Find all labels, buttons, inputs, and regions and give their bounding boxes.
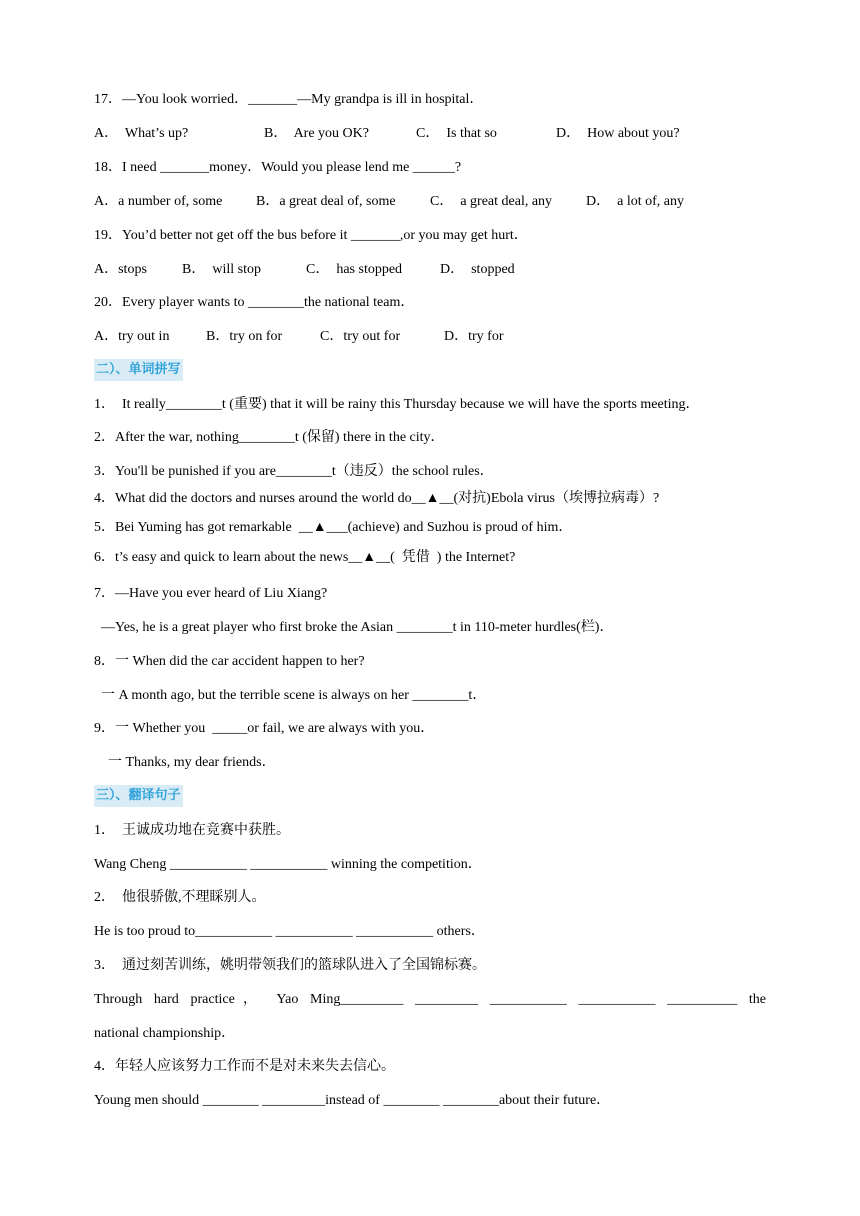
question-18-option-d: D． a lot of, any: [586, 194, 684, 209]
translation-4-chinese: 4．年轻人应该努力工作而不是对未来失去信心。: [94, 1059, 395, 1074]
question-18-option-b: B．a great deal of, some: [256, 194, 396, 209]
question-19-option-d: D． stopped: [440, 262, 515, 277]
question-18-stem: 18．I need _______money．Would you please lend me ______?: [94, 160, 462, 175]
question-20-stem: 20．Every player wants to ________the national team．: [94, 295, 415, 310]
spelling-item-4: 4．What did the doctors and nurses around the world do__▲__(对抗)Ebola virus（埃博拉病毒）?: [94, 491, 660, 506]
translation-2-english: He is too proud to___________ ___________ ___________ others．: [94, 924, 485, 939]
spelling-item-9-question: 9．一 Whether you _____or fail, we are always with you．: [94, 721, 435, 736]
question-17-option-b: B． Are you OK?: [264, 126, 369, 141]
spelling-item-6: 6．t’s easy and quick to learn about the news__▲__( 凭借 ) the Internet?: [94, 550, 516, 565]
spelling-item-2: 2．After the war, nothing________t (保留) there in the city．: [94, 430, 445, 445]
question-20-option-a: A．try out in: [94, 329, 170, 344]
spelling-item-7-question: 7．—Have you ever heard of Liu Xiang?: [94, 586, 328, 601]
translation-1-english: Wang Cheng ___________ ___________ winning the competition．: [94, 857, 482, 872]
spelling-item-8-question: 8．一 When did the car accident happen to her?: [94, 654, 365, 669]
question-20-option-d: D．try for: [444, 329, 504, 344]
question-19-option-c: C． has stopped: [306, 262, 403, 277]
spelling-item-9-answer: 一 Thanks, my dear friends．: [94, 755, 276, 770]
question-17-stem: 17．—You look worried．_______—My grandpa is ill in hospital．: [94, 92, 484, 107]
question-18-option-a: A．a number of, some: [94, 194, 223, 209]
translation-4-english: Young men should ________ _________instead of ________ ________about their future．: [94, 1093, 611, 1108]
section-3-heading: 三）、翻译句子: [94, 785, 183, 807]
spelling-item-5: 5．Bei Yuming has got remarkable __▲___(achieve) and Suzhou is proud of him．: [94, 520, 573, 535]
translation-1-chinese: 1． 王诚成功地在竞赛中获胜。: [94, 823, 290, 838]
spelling-item-1: 1． It really________t (重要) that it will be rainy this Thursday because we will have the sports meeting．: [94, 397, 700, 412]
question-19-option-b: B． will stop: [182, 262, 261, 277]
spelling-item-8-answer: 一 A month ago, but the terrible scene is always on her ________t．: [94, 688, 487, 703]
question-19-stem: 19．You’d better not get off the bus before it _______,or you may get hurt．: [94, 228, 528, 243]
translation-3-english: Through hard practice， Yao Ming_________ _________ ___________ ___________ __________ the: [94, 992, 766, 1007]
translation-3-english-cont: national championship．: [94, 1026, 236, 1041]
question-17-option-a: A． What’s up?: [94, 126, 189, 141]
question-18-option-c: C． a great deal, any: [430, 194, 553, 209]
question-17-option-c: C． Is that so: [416, 126, 497, 141]
question-20-option-c: C．try out for: [320, 329, 401, 344]
question-19-option-a: A．stops: [94, 262, 147, 277]
translation-2-chinese: 2． 他很骄傲,不理睬别人。: [94, 890, 266, 905]
section-2-heading: 二）、单词拼写: [94, 359, 183, 381]
spelling-item-3: 3．You'll be punished if you are________t（违反）the school rules．: [94, 464, 494, 479]
question-20-option-b: B．try on for: [206, 329, 283, 344]
translation-3-chinese: 3． 通过刻苦训练，姚明带领我们的篮球队进入了全国锦标赛。: [94, 958, 486, 973]
question-17-option-d: D． How about you?: [556, 126, 680, 141]
spelling-item-7-answer: —Yes, he is a great player who first broke the Asian ________t in 110-meter hurdles(栏)．: [94, 620, 614, 635]
